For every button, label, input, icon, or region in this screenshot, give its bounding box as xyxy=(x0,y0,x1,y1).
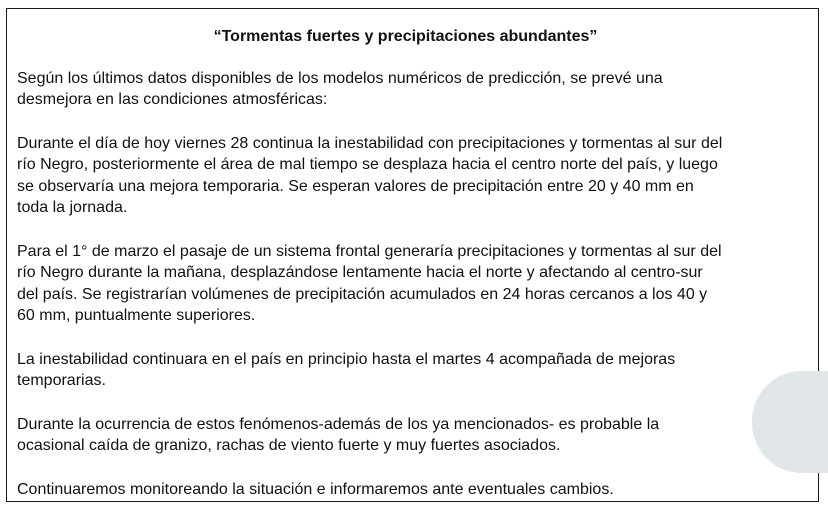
paragraph-instability: La inestabilidad continuara en el país en principio hasta el martes 4 acompañada de mejoras temporarias. xyxy=(17,350,676,389)
paragraph-today: Durante el día de hoy viernes 28 continua la inestabilidad con precipitaciones y tormentas al sur del río Negro, posteriormente el área de mal tiempo se desplaza hacia el centro norte del país, y luego se observaría una mejora temporaria. Se esperan valores de precipitación entre 20 y 40 mm en toda la jornada. xyxy=(17,134,723,216)
paragraph-hazards: Durante la ocurrencia de estos fenómenos-además de los ya mencionados- es probable la ocasional caída de granizo, rachas de viento fuerte y muy fuertes asociados. xyxy=(17,415,660,454)
document-title: “Tormentas fuertes y precipitaciones abundantes” xyxy=(213,28,598,45)
paragraph-intro: Según los últimos datos disponibles de los modelos numéricos de predicción, se prevé una desmejora en las condiciones atmosféricas: xyxy=(17,69,663,108)
paragraph-march-1: Para el 1° de marzo el pasaje de un sistema frontal generaría precipitaciones y tormentas al sur del río Negro durante la mañana, desplazándose lentamente hacia el norte y afectando al centro-sur del país. Se registrarían volúmenes de precipitación acumulados en 24 horas cercanos a los 40 y 60 mm, puntualmente superiores. xyxy=(17,242,722,324)
paragraph-closing: Continuaremos monitoreando la situación e informaremos ante eventuales cambios. xyxy=(17,480,614,498)
document-body xyxy=(17,26,812,500)
